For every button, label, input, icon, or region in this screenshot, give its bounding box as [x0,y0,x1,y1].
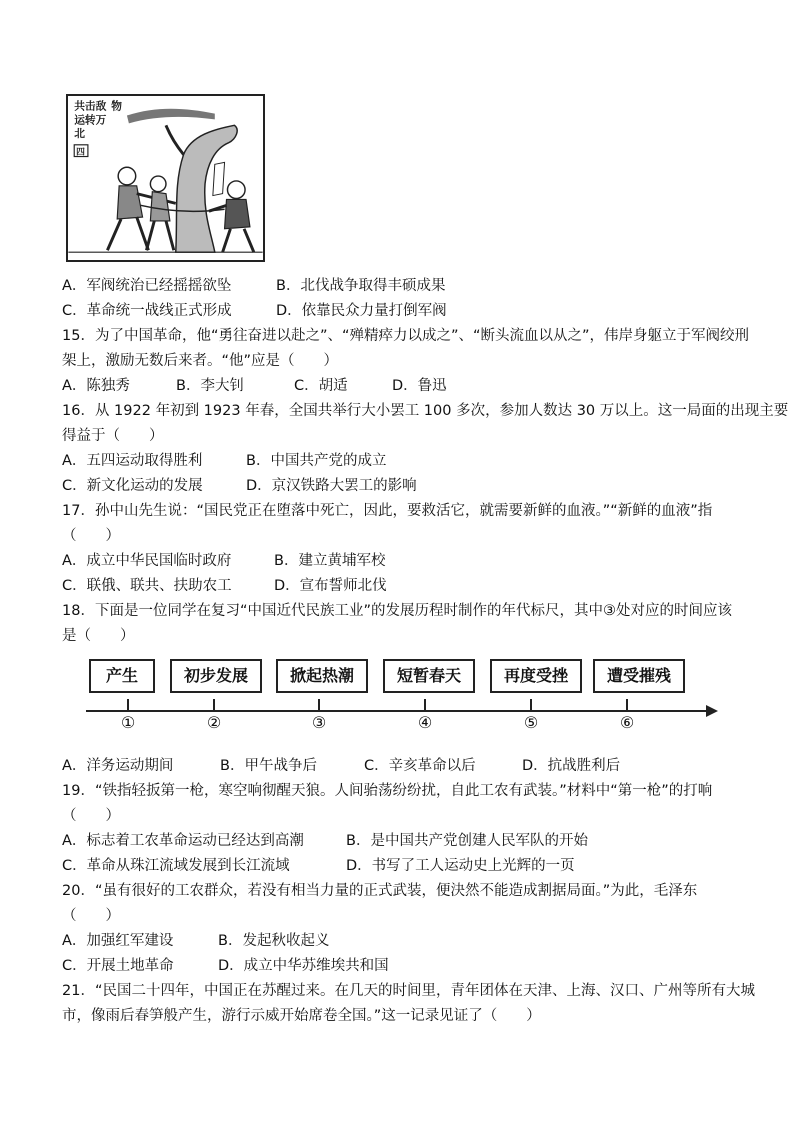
timeline-arrow [706,705,718,717]
q17-option-d: D．宣布誓师北伐 [274,578,387,594]
timeline-stage: 掀起热潮 [276,659,368,693]
timeline-tick [424,699,426,710]
q19-option-d: D．书写了工人运动史上光辉的一页 [346,858,575,874]
q17-text-line-2: （ ） [62,528,120,544]
q18-option-b: B．甲午战争后 [220,758,317,774]
q15-option-b: B．李大钊 [176,378,244,394]
q14-option-b: B．北伐战争取得丰硕成果 [276,278,446,294]
q16-text-line-2: 得益于（ ） [62,428,164,444]
svg-text:北: 北 [74,127,85,140]
q15-text-line-2: 架上，激励无数后来者。“他”应是（ ） [62,353,339,369]
q15-text-line-1: 15．为了中国革命，他“勇往奋进以赴之”、“殚精瘁力以成之”、“断头流血以从之”，伟岸身躯立于军阀绞刑 [62,328,750,344]
cartoon-image [66,94,265,262]
q15-option-c: C．胡适 [294,378,348,394]
svg-text:共击敌: 共击敌 [74,99,107,113]
timeline-marker: ⑤ [523,713,539,732]
q18-text-line-2: 是（ ） [62,628,135,644]
q20-text-line-1: 20．“虽有很好的工农群众，若没有相当力量的正式武装，便決然不能造成割据局面。”为此，毛泽东 [62,883,698,899]
timeline-stage: 再度受挫 [490,659,582,693]
q19-option-b: B．是中国共产党创建人民军队的开始 [346,833,588,849]
timeline-tick [213,699,215,710]
q17-text-line-1: 17．孙中山先生说：“国民党正在堕落中死亡，因此，要救活它，就需要新鲜的血液。”“新鲜的血液”指 [62,503,713,519]
timeline-tick [530,699,532,710]
q16-option-c: C．新文化运动的发展 [62,478,203,494]
q20-option-c: C．开展土地革命 [62,958,174,974]
timeline-marker: ① [120,713,136,732]
q20-option-a: A．加强红军建设 [62,933,174,949]
q19-option-a: A．标志着工农革命运动已经达到高潮 [62,833,304,849]
timeline-axis [86,710,714,712]
q18-option-c: C．辛亥革命以后 [364,758,476,774]
q20-option-d: D．成立中华苏维埃共和国 [218,958,389,974]
q14-option-c: C．革命统一战线正式形成 [62,303,232,319]
q17-option-c: C．联俄、联共、扶助农工 [62,578,232,594]
q16-option-a: A．五四运动取得胜利 [62,453,203,469]
q16-option-b: B．中国共产党的成立 [246,453,387,469]
timeline-stage: 短暂春天 [383,659,475,693]
q15-option-a: A．陈独秀 [62,378,130,394]
timeline-stage: 产生 [89,659,155,693]
q16-option-d: D．京汉铁路大罢工的影响 [246,478,417,494]
timeline-stage: 遭受摧残 [593,659,685,693]
timeline-tick [626,699,628,710]
q16-text-line-1: 16．从 1922 年初到 1923 年春，全国共举行大小罢工 100 多次，参加人数达 30 万以上。这一局面的出现主要 [62,403,789,419]
q17-option-b: B．建立黄埔军校 [274,553,386,569]
timeline-marker: ③ [311,713,327,732]
timeline-marker: ④ [417,713,433,732]
q20-text-line-2: （ ） [62,908,120,924]
q21-text-line-1: 21．“民国二十四年，中国正在苏醒过来。在几天的时间里，青年团体在天津、上海、汉口、广州等所有大城 [62,983,755,999]
q17-option-a: A．成立中华民国临时政府 [62,553,232,569]
q19-text-line-1: 19．“铁指轻扳第一枪，寒空响彻醒天狼。人间骀荡纷纷扰，自此工农有武装。”材料中“第一枪”的打响 [62,783,713,799]
q21-text-line-2: 市，像雨后春笋般产生，游行示威开始席卷全国。”这一记录见证了（ ） [62,1008,541,1024]
q19-option-c: C．革命从珠江流域发展到长江流域 [62,858,290,874]
q18-text-line-1: 18．下面是一位同学在复习“中国近代民族工业”的发展历程时制作的年代标尺，其中③处对应的时间应该 [62,603,732,619]
q15-option-d: D．鲁迅 [392,378,447,394]
timeline-marker: ② [206,713,222,732]
q14-option-d: D．依靠民众力量打倒军阀 [276,303,447,319]
q14-option-a: A．军阀统治已经摇摇欲坠 [62,278,232,294]
svg-text:运转万: 运转万 [74,113,107,127]
q19-text-line-2: （ ） [62,808,120,824]
svg-text:四: 四 [76,147,85,158]
q18-option-d: D．抗战胜利后 [522,758,621,774]
timeline-stage: 初步发展 [170,659,262,693]
timeline-marker: ⑥ [619,713,635,732]
svg-text:物: 物 [111,99,123,113]
q18-option-a: A．洋务运动期间 [62,758,174,774]
q20-option-b: B．发起秋收起义 [218,933,330,949]
timeline-tick [318,699,320,710]
timeline-tick [127,699,129,710]
